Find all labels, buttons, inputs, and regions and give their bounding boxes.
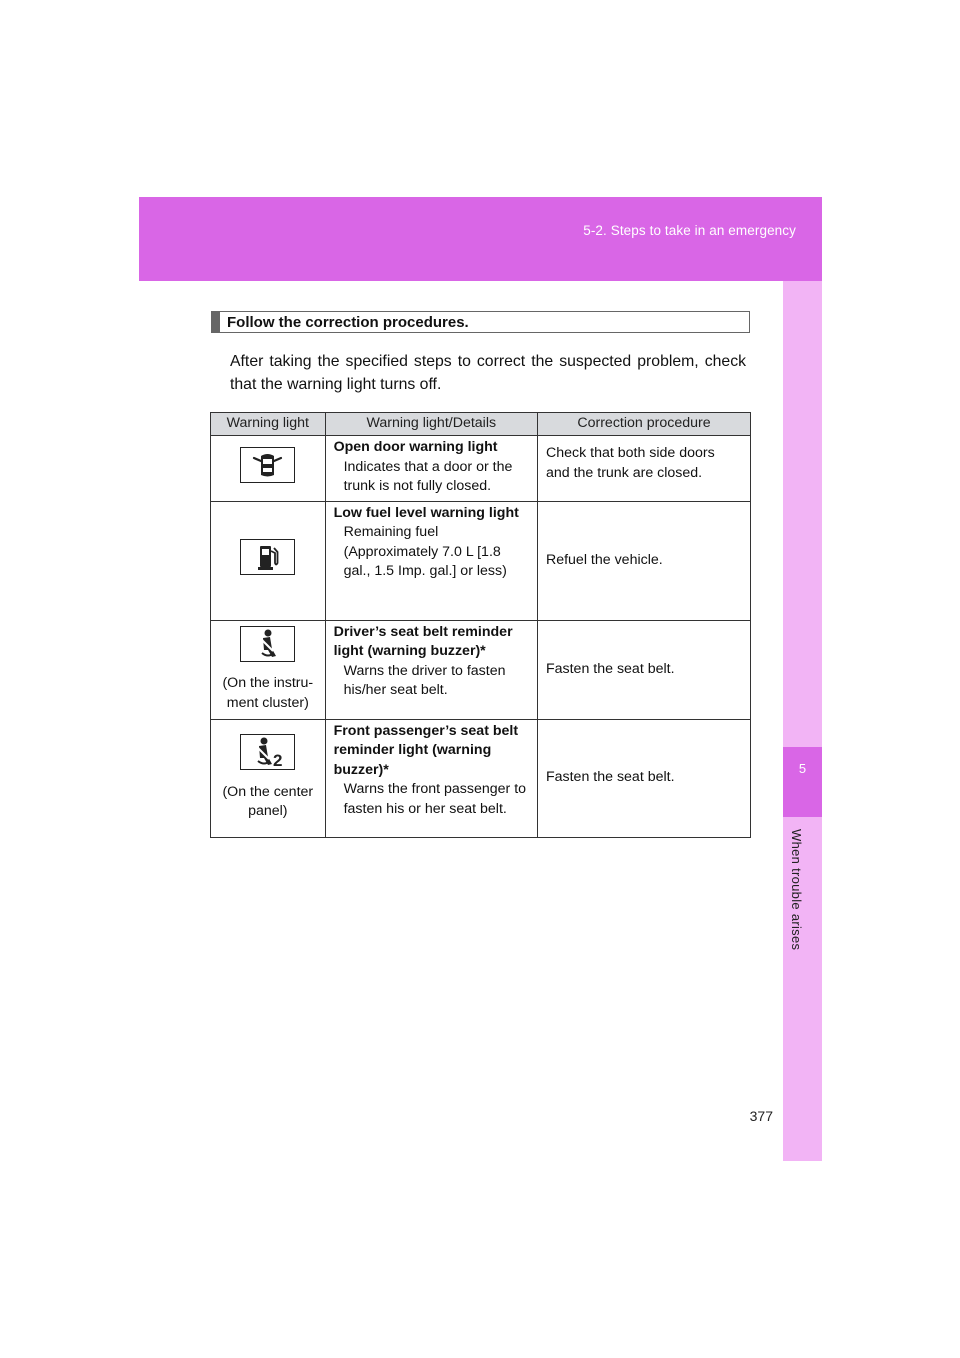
warning-title: Low fuel level warning light (333, 504, 519, 521)
warning-table (210, 412, 751, 838)
details-cell (325, 620, 537, 719)
step-heading-bar (212, 312, 220, 332)
seat-belt-icon (240, 626, 295, 662)
chapter-number: 5 (798, 761, 807, 776)
warning-title: Front passenger’s seat belt reminder light (warning buzzer)* (333, 722, 519, 778)
table-row (211, 501, 751, 620)
warning-detail: Warns the front passenger to fasten his or her seat belt. (343, 781, 527, 817)
warning-title: Driver’s seat belt reminder light (warning buzzer)* (333, 623, 513, 659)
side-tab (783, 281, 822, 1161)
chapter-name: When trouble arises (789, 829, 804, 951)
svg-text:2: 2 (273, 751, 283, 770)
location-note: (On the center panel) (222, 783, 314, 820)
warning-detail: Indicates that a door or the trunk is not fully closed. (343, 458, 513, 494)
warning-light-cell (211, 719, 326, 837)
warning-light-cell (211, 620, 326, 719)
column-header-correction: Correction procedure (537, 413, 750, 436)
passenger-seat-belt-icon (240, 734, 295, 770)
details-cell (325, 436, 537, 502)
step-heading-text: Follow the correction procedures. (227, 314, 469, 331)
correction-cell: Fasten the seat belt. (537, 719, 750, 837)
details-cell (325, 501, 537, 620)
correction-cell: Check that both side doors and the trunk are closed. (537, 436, 750, 502)
table-row (211, 620, 751, 719)
warning-detail: Warns the driver to fasten his/her seat belt. (343, 662, 506, 698)
table-row (211, 436, 751, 502)
chapter-block (783, 747, 822, 817)
correction-cell: Refuel the vehicle. (537, 501, 750, 620)
step-heading (211, 311, 750, 333)
column-header-details: Warning light/Details (325, 413, 537, 436)
fuel-pump-icon (240, 539, 295, 575)
warning-light-cell (211, 501, 326, 620)
table-header-row (211, 413, 751, 436)
header-band (139, 197, 822, 281)
details-cell (325, 719, 537, 837)
table-row (211, 719, 751, 837)
column-header-warning-light: Warning light (211, 413, 326, 436)
section-title: 5-2. Steps to take in an emergency (583, 223, 796, 238)
intro-paragraph: After taking the specified steps to correct the suspected problem, check that the warning light turns off. (230, 353, 746, 393)
open-door-icon (240, 447, 295, 483)
page-number: 377 (749, 1108, 773, 1124)
warning-light-cell (211, 436, 326, 502)
warning-detail: Remaining fuel (Approximately 7.0 L [1.8 gal., 1.5 Imp. gal.] or less) (343, 524, 507, 579)
location-note: (On the instru-ment cluster) (222, 675, 314, 711)
correction-cell: Fasten the seat belt. (537, 620, 750, 719)
warning-title: Open door warning light (333, 439, 498, 455)
